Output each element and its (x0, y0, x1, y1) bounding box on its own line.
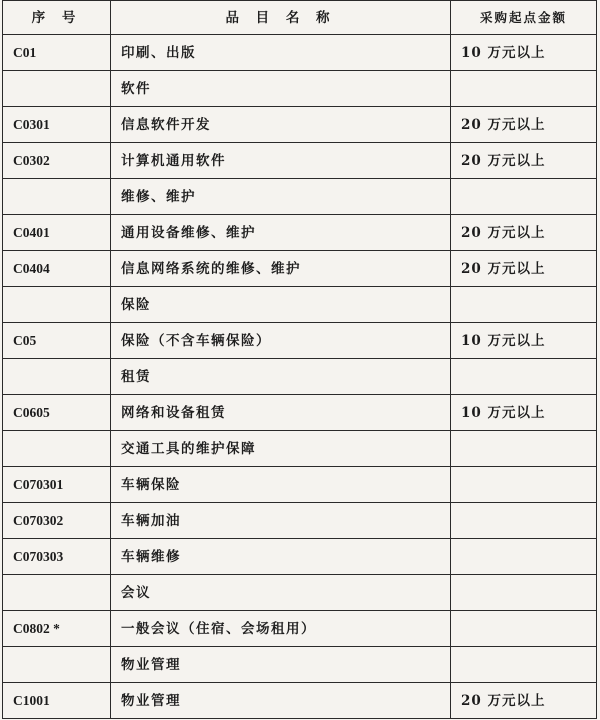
row-item-name: 车辆保险 (111, 467, 451, 503)
row-code: C0401 (3, 215, 111, 251)
row-item-name: 印刷、出版 (111, 35, 451, 71)
row-item-name: 信息网络系统的维修、维护 (111, 251, 451, 287)
row-item-name: 计算机通用软件 (111, 143, 451, 179)
table-row (3, 35, 597, 71)
table-body (3, 35, 597, 719)
table-row (3, 503, 597, 539)
row-item-name: 车辆维修 (111, 539, 451, 575)
row-code (3, 359, 111, 395)
row-item-name: 保险 (111, 287, 451, 323)
row-amount (451, 179, 597, 215)
row-item-name: 保险（不含车辆保险） (111, 323, 451, 359)
row-item-name: 租赁 (111, 359, 451, 395)
row-amount: 20 万元以上 (451, 683, 597, 719)
table-row (3, 431, 597, 467)
row-item-name: 维修、维护 (111, 179, 451, 215)
table-row (3, 647, 597, 683)
row-amount: 20 万元以上 (451, 107, 597, 143)
row-item-name: 信息软件开发 (111, 107, 451, 143)
row-item-name: 软件 (111, 71, 451, 107)
row-item-name: 交通工具的维护保障 (111, 431, 451, 467)
row-code: C0301 (3, 107, 111, 143)
row-code (3, 647, 111, 683)
table-row (3, 575, 597, 611)
row-code: C01 (3, 35, 111, 71)
table-header-row (3, 1, 597, 35)
row-code: C070302 (3, 503, 111, 539)
row-item-name: 车辆加油 (111, 503, 451, 539)
table-row (3, 539, 597, 575)
row-code: C0802 * (3, 611, 111, 647)
row-amount: 20 万元以上 (451, 215, 597, 251)
row-amount (451, 575, 597, 611)
table-row (3, 71, 597, 107)
row-code: C0404 (3, 251, 111, 287)
row-code: C0302 (3, 143, 111, 179)
table-row (3, 143, 597, 179)
table-row (3, 467, 597, 503)
table-row (3, 395, 597, 431)
procurement-threshold-table (2, 0, 597, 719)
table-row (3, 611, 597, 647)
row-amount (451, 359, 597, 395)
row-item-name: 会议 (111, 575, 451, 611)
table-row (3, 359, 597, 395)
row-amount (451, 431, 597, 467)
row-code (3, 71, 111, 107)
header-amount: 采购起点金额 (451, 1, 597, 35)
row-code: C1001 (3, 683, 111, 719)
row-amount (451, 647, 597, 683)
row-amount: 20 万元以上 (451, 251, 597, 287)
row-amount: 10 万元以上 (451, 323, 597, 359)
table-row (3, 179, 597, 215)
table-row (3, 215, 597, 251)
row-item-name: 网络和设备租赁 (111, 395, 451, 431)
table-row (3, 107, 597, 143)
table-row (3, 287, 597, 323)
table-row (3, 683, 597, 719)
row-amount (451, 71, 597, 107)
row-amount (451, 539, 597, 575)
row-code (3, 287, 111, 323)
row-item-name: 物业管理 (111, 683, 451, 719)
header-code: 序 号 (3, 1, 111, 35)
row-code (3, 431, 111, 467)
row-amount: 20 万元以上 (451, 143, 597, 179)
row-code (3, 575, 111, 611)
table-row (3, 251, 597, 287)
row-amount: 10 万元以上 (451, 395, 597, 431)
row-amount (451, 611, 597, 647)
row-code: C070303 (3, 539, 111, 575)
row-amount (451, 287, 597, 323)
header-item-name: 品 目 名 称 (111, 1, 451, 35)
row-code: C05 (3, 323, 111, 359)
row-amount (451, 503, 597, 539)
row-code: C070301 (3, 467, 111, 503)
row-code: C0605 (3, 395, 111, 431)
row-item-name: 一般会议（住宿、会场租用） (111, 611, 451, 647)
row-code (3, 179, 111, 215)
row-amount: 10 万元以上 (451, 35, 597, 71)
row-item-name: 通用设备维修、维护 (111, 215, 451, 251)
row-item-name: 物业管理 (111, 647, 451, 683)
row-amount (451, 467, 597, 503)
table-row (3, 323, 597, 359)
